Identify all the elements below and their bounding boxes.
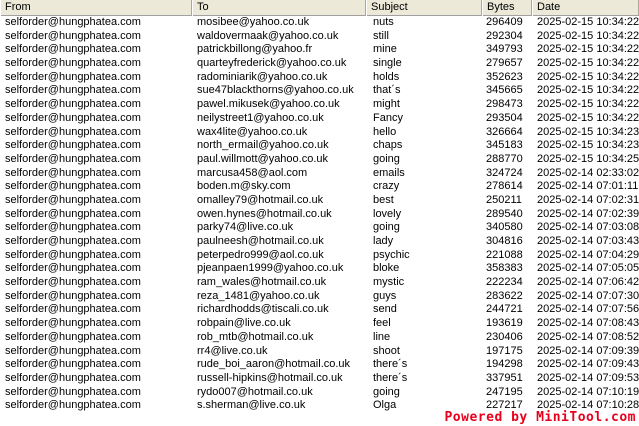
date-cell: 2025-02-15 10:34:25 [537,152,639,165]
bytes-cell: 289540 [486,207,523,220]
subject-cell: shoot [373,344,400,357]
date-cell: 2025-02-14 07:07:30 [537,289,639,302]
date-cell: 2025-02-14 07:03:43 [537,235,639,247]
subject-cell: Fancy [373,111,403,124]
to-cell: peterpedro999@aol.co.uk [197,248,324,261]
bytes-cell: 222234 [486,276,523,289]
subject-cell: going [373,221,400,234]
subject-cell: going [373,152,400,165]
date-cell: 2025-02-15 10:34:22 [537,16,639,28]
date-cell: 2025-02-15 10:34:22 [537,84,639,97]
from-cell: selforder@hungphatea.com [5,262,141,275]
date-cell: 2025-02-15 10:34:23 [537,139,639,152]
from-cell: selforder@hungphatea.com [5,317,141,330]
to-cell: quarteyfrederick@yahoo.co.uk [197,57,347,70]
bytes-cell: 283622 [486,289,523,302]
subject-cell: single [373,57,402,70]
message-row[interactable] [0,358,639,372]
bytes-cell: 288770 [486,152,523,165]
subject-cell: that´s [373,84,401,97]
to-cell: sue47blackthorns@yahoo.co.uk [197,84,354,97]
to-cell: robpain@live.co.uk [197,317,291,330]
message-row[interactable] [0,16,639,30]
to-cell: radominiarik@yahoo.co.uk [197,70,328,83]
date-cell: 2025-02-14 07:06:42 [537,276,639,289]
message-row[interactable] [0,331,639,345]
date-cell: 2025-02-15 10:34:23 [537,125,639,138]
to-cell: waldovermaak@yahoo.co.uk [197,29,339,42]
column-header-from[interactable]: From [0,0,192,16]
to-cell: boden.m@sky.com [197,180,291,193]
subject-cell: guys [373,289,397,302]
subject-cell: lady [373,235,394,247]
from-cell: selforder@hungphatea.com [5,70,141,83]
bytes-cell: 296409 [486,16,523,28]
message-row[interactable] [0,303,639,317]
message-row[interactable] [0,235,639,249]
date-cell: 2025-02-14 07:09:43 [537,358,639,371]
to-cell: parky74@live.co.uk [197,221,294,234]
to-cell: paul.willmott@yahoo.co.uk [197,152,329,165]
from-cell: selforder@hungphatea.com [5,57,141,70]
to-cell: pjeanpaen1999@yahoo.co.uk [197,262,344,275]
from-cell: selforder@hungphatea.com [5,84,141,97]
date-cell: 2025-02-14 07:04:29 [537,248,639,261]
bytes-cell: 227217 [486,399,523,412]
bytes-cell: 340580 [486,221,523,234]
to-cell: richardhodds@tiscali.co.uk [197,303,329,316]
date-cell: 2025-02-14 07:01:11 [537,180,639,193]
message-row[interactable] [0,30,639,44]
message-row[interactable] [0,153,639,167]
bytes-cell: 250211 [486,193,522,206]
bytes-cell: 293504 [486,111,523,124]
date-cell: 2025-02-14 07:09:53 [537,371,639,384]
subject-cell: line [373,330,391,343]
subject-cell: emails [373,166,405,179]
to-cell: north_ermail@yahoo.co.uk [197,139,329,152]
subject-cell: Olga [373,399,397,412]
message-row[interactable] [0,126,639,140]
column-header-to[interactable]: To [192,0,366,16]
to-cell: reza_1481@yahoo.co.uk [197,289,320,302]
bytes-cell: 292304 [486,29,523,42]
to-cell: mosibee@yahoo.co.uk [197,16,310,28]
to-cell: paulneesh@hotmail.co.uk [197,235,324,247]
date-cell: 2025-02-15 10:34:22 [537,43,639,56]
date-cell: 2025-02-14 07:09:39 [537,344,639,357]
bytes-cell: 298473 [486,98,523,111]
to-cell: russell-hipkins@hotmail.co.uk [197,371,343,384]
subject-cell: might [373,98,400,111]
to-cell: s.sherman@live.co.uk [197,399,306,412]
subject-cell: hello [373,125,397,138]
date-cell: 2025-02-15 10:34:22 [537,70,639,83]
bytes-cell: 197175 [486,344,523,357]
date-cell: 2025-02-14 07:07:56 [537,303,639,316]
column-header-subject[interactable]: Subject [366,0,482,16]
date-cell: 2025-02-14 07:02:39 [537,207,639,220]
to-cell: omalley79@hotmail.co.uk [197,193,324,206]
bytes-cell: 193619 [486,317,523,330]
subject-cell: still [373,29,389,42]
subject-cell: mine [373,43,397,56]
bytes-cell: 244721 [486,303,523,316]
date-cell: 2025-02-15 10:34:22 [537,57,639,70]
bytes-cell: 337951 [486,371,523,384]
bytes-cell: 221088 [486,248,523,261]
from-cell: selforder@hungphatea.com [5,207,141,220]
from-cell: selforder@hungphatea.com [5,16,141,28]
to-cell: neilystreet1@yahoo.co.uk [197,111,324,124]
message-row[interactable] [0,139,639,153]
bytes-cell: 247195 [486,385,523,398]
bytes-cell: 278614 [486,180,523,193]
subject-cell: feel [373,317,391,330]
message-row[interactable] [0,372,639,386]
subject-cell: going [373,385,400,398]
date-cell: 2025-02-14 07:08:52 [537,330,639,343]
date-cell: 2025-02-14 02:33:02 [537,166,639,179]
subject-cell: holds [373,70,400,83]
from-cell: selforder@hungphatea.com [5,180,141,193]
from-cell: selforder@hungphatea.com [5,330,141,343]
bytes-cell: 345183 [486,139,523,152]
column-header-bytes[interactable]: Bytes [482,0,532,16]
message-list [0,16,639,413]
from-cell: selforder@hungphatea.com [5,125,141,138]
date-cell: 2025-02-14 07:05:05 [537,262,639,275]
from-cell: selforder@hungphatea.com [5,235,141,247]
date-cell: 2025-02-14 07:08:43 [537,317,639,330]
message-row[interactable] [0,71,639,85]
date-cell: 2025-02-14 07:10:19 [537,385,639,398]
subject-cell: send [373,303,397,316]
message-row[interactable] [0,290,639,304]
subject-cell: nuts [373,16,394,28]
bytes-cell: 194298 [486,358,523,371]
subject-cell: there´s [373,358,408,371]
from-cell: selforder@hungphatea.com [5,344,141,357]
to-cell: rob_mtb@hotmail.co.uk [197,330,314,343]
column-header-date[interactable]: Date [532,0,639,16]
message-row[interactable] [0,112,639,126]
bytes-cell: 352623 [486,70,523,83]
message-row[interactable] [0,180,639,194]
to-cell: rude_boi_aaron@hotmail.co.uk [197,358,351,371]
date-cell: 2025-02-15 10:34:22 [537,111,639,124]
bytes-cell: 345665 [486,84,523,97]
to-cell: ram_wales@hotmail.co.uk [197,276,327,289]
bytes-cell: 304816 [486,235,523,247]
bytes-cell: 230406 [486,330,523,343]
message-row[interactable] [0,208,639,222]
date-cell: 2025-02-14 07:10:28 [537,399,639,412]
date-cell: 2025-02-14 07:03:08 [537,221,639,234]
message-row[interactable] [0,43,639,57]
from-cell: selforder@hungphatea.com [5,166,141,179]
message-row[interactable] [0,249,639,263]
bytes-cell: 326664 [486,125,523,138]
subject-cell: best [373,193,394,206]
bytes-cell: 279657 [486,57,523,70]
message-row[interactable] [0,386,639,400]
watermark: Powered by MiniTool.com [444,410,636,425]
from-cell: selforder@hungphatea.com [5,358,141,371]
from-cell: selforder@hungphatea.com [5,276,141,289]
bytes-cell: 324724 [486,166,523,179]
from-cell: selforder@hungphatea.com [5,289,141,302]
from-cell: selforder@hungphatea.com [5,399,141,412]
from-cell: selforder@hungphatea.com [5,29,141,42]
message-row[interactable] [0,221,639,235]
from-cell: selforder@hungphatea.com [5,221,141,234]
from-cell: selforder@hungphatea.com [5,98,141,111]
from-cell: selforder@hungphatea.com [5,248,141,261]
column-header-bar [0,0,639,16]
message-row[interactable] [0,276,639,290]
message-row[interactable] [0,194,639,208]
subject-cell: there´s [373,371,408,384]
from-cell: selforder@hungphatea.com [5,43,141,56]
from-cell: selforder@hungphatea.com [5,139,141,152]
from-cell: selforder@hungphatea.com [5,152,141,165]
message-row[interactable] [0,345,639,359]
date-cell: 2025-02-14 07:02:31 [537,193,639,206]
to-cell: rr4@live.co.uk [197,344,268,357]
from-cell: selforder@hungphatea.com [5,385,141,398]
date-cell: 2025-02-15 10:34:22 [537,29,639,42]
message-row[interactable] [0,57,639,71]
message-row[interactable] [0,98,639,112]
message-row[interactable] [0,84,639,98]
to-cell: patrickbillong@yahoo.fr [197,43,313,56]
from-cell: selforder@hungphatea.com [5,303,141,316]
from-cell: selforder@hungphatea.com [5,371,141,384]
bytes-cell: 358383 [486,262,523,275]
subject-cell: crazy [373,180,400,193]
to-cell: marcusa458@aol.com [197,166,308,179]
to-cell: wax4lite@yahoo.co.uk [197,125,308,138]
message-row[interactable] [0,167,639,181]
subject-cell: bloke [373,262,400,275]
subject-cell: psychic [373,248,410,261]
subject-cell: mystic [373,276,405,289]
date-cell: 2025-02-15 10:34:22 [537,98,639,111]
subject-cell: lovely [373,207,402,220]
message-row[interactable] [0,262,639,276]
from-cell: selforder@hungphatea.com [5,111,141,124]
message-row[interactable] [0,317,639,331]
from-cell: selforder@hungphatea.com [5,193,141,206]
to-cell: rydo007@hotmail.co.uk [197,385,313,398]
to-cell: owen.hynes@hotmail.co.uk [197,207,332,220]
to-cell: pawel.mikusek@yahoo.co.uk [197,98,340,111]
bytes-cell: 349793 [486,43,523,56]
subject-cell: chaps [373,139,403,152]
